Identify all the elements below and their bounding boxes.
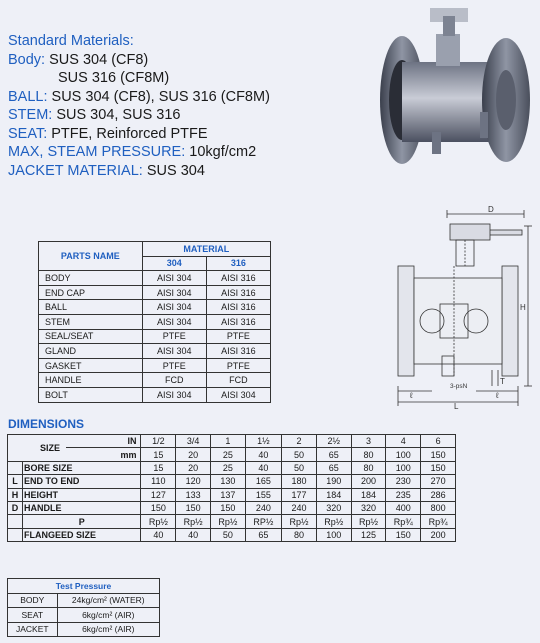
test-value: 24kg/cm² (WATER) <box>57 593 159 608</box>
col-316-header: 316 <box>206 256 270 271</box>
cell: 184 <box>316 488 351 501</box>
part-304: PTFE <box>142 358 206 373</box>
row-key: D <box>8 501 23 514</box>
cell: 65 <box>316 461 351 474</box>
material-header: MATERIAL <box>142 242 270 257</box>
size-in: 1 <box>211 435 246 448</box>
drawing-label-l-small-2: ℓ <box>496 391 499 400</box>
part-304: AISI 304 <box>142 314 206 329</box>
row-label: BORE SIZE <box>23 461 141 474</box>
cell: 230 <box>386 475 421 488</box>
cell: 25 <box>211 461 246 474</box>
row-label: FLANGEED SIZE <box>23 528 141 541</box>
size-label: SIZE <box>8 435 67 462</box>
drawing-label-h: H <box>520 303 526 312</box>
size-mm: 40 <box>245 448 281 461</box>
cell: 320 <box>316 501 351 514</box>
part-316: AISI 316 <box>206 314 270 329</box>
size-mm: 20 <box>176 448 211 461</box>
row-key: H <box>8 488 23 501</box>
part-name: GASKET <box>39 358 143 373</box>
cell: 165 <box>245 475 281 488</box>
cell: 40 <box>245 461 281 474</box>
size-in: 2 <box>282 435 317 448</box>
table-row <box>8 593 160 608</box>
test-pressure-table <box>7 578 160 637</box>
cell: 80 <box>351 461 386 474</box>
part-316: AISI 316 <box>206 285 270 300</box>
row-key <box>8 515 23 528</box>
table-row <box>8 515 456 528</box>
table-row <box>39 271 271 286</box>
table-row <box>8 528 456 541</box>
table-row <box>39 344 271 359</box>
cell: 155 <box>245 488 281 501</box>
row-key <box>8 461 23 474</box>
table-row <box>39 314 271 329</box>
cell: Rp¾ <box>386 515 421 528</box>
cell: 400 <box>386 501 421 514</box>
part-304: AISI 304 <box>142 300 206 315</box>
table-row <box>39 285 271 300</box>
part-304: PTFE <box>142 329 206 344</box>
test-value: 6kg/cm² (AIR) <box>57 622 159 637</box>
part-name: HANDLE <box>39 373 143 388</box>
test-item: BODY <box>8 593 58 608</box>
pressure-value: 10kgf/cm2 <box>189 144 257 160</box>
cell: 20 <box>176 461 211 474</box>
cell: Rp½ <box>141 515 176 528</box>
valve-photo <box>372 2 536 170</box>
part-304: AISI 304 <box>142 387 206 402</box>
row-label: HANDLE <box>23 501 141 514</box>
cell: 50 <box>211 528 246 541</box>
part-name: BALL <box>39 300 143 315</box>
pressure-label: MAX, STEAM PRESSURE: <box>8 144 186 160</box>
part-316: AISI 304 <box>206 387 270 402</box>
drawing-label-t: T <box>500 377 505 386</box>
cell: 120 <box>176 475 211 488</box>
cell: 320 <box>351 501 386 514</box>
stem-label: STEM: <box>8 107 53 123</box>
size-in: 2½ <box>316 435 351 448</box>
part-304: AISI 304 <box>142 344 206 359</box>
size-in: 3 <box>351 435 386 448</box>
stem-value: SUS 304, SUS 316 <box>56 107 181 123</box>
seat-label: SEAT: <box>8 125 48 142</box>
cell: 110 <box>141 475 176 488</box>
cell: 150 <box>421 461 456 474</box>
dimensions-table <box>7 434 456 542</box>
test-pressure-title: Test Pressure <box>8 579 160 594</box>
table-row <box>8 488 456 501</box>
standard-materials <box>8 32 270 180</box>
table-row <box>8 461 456 474</box>
parts-name-header: PARTS NAME <box>39 242 143 271</box>
size-in: 1/2 <box>141 435 176 448</box>
cell: 40 <box>176 528 211 541</box>
body-label: Body: <box>8 51 46 68</box>
ball-label: BALL: <box>8 88 48 105</box>
cell: 65 <box>245 528 281 541</box>
row-key <box>8 528 23 541</box>
size-mm: 25 <box>211 448 246 461</box>
test-item: JACKET <box>8 622 58 637</box>
part-316: AISI 316 <box>206 344 270 359</box>
ball-value: SUS 304 (CF8), SUS 316 (CF8M) <box>51 88 270 105</box>
parts-table <box>38 241 271 403</box>
seat-value: PTFE, Reinforced PTFE <box>51 125 208 142</box>
cell: 150 <box>386 528 421 541</box>
cell: 270 <box>421 475 456 488</box>
size-in: 1½ <box>245 435 281 448</box>
size-mm: 80 <box>351 448 386 461</box>
jacket-label: JACKET MATERIAL: <box>8 162 143 179</box>
unit-in: IN <box>66 435 141 448</box>
cell: 50 <box>282 461 317 474</box>
cell: 235 <box>386 488 421 501</box>
table-row <box>8 608 160 623</box>
cell: 240 <box>245 501 281 514</box>
drawing-label-psn: 3-psN <box>450 383 468 390</box>
valve-drawing <box>392 206 532 410</box>
col-304-header: 304 <box>142 256 206 271</box>
row-label: END TO END <box>23 475 141 488</box>
cell: RP½ <box>245 515 281 528</box>
part-name: BODY <box>39 271 143 286</box>
table-row <box>39 387 271 402</box>
cell: Rp½ <box>176 515 211 528</box>
materials-heading: Standard Materials: <box>8 33 134 49</box>
cell: 150 <box>141 501 176 514</box>
part-316: PTFE <box>206 329 270 344</box>
cell: Rp½ <box>316 515 351 528</box>
table-row <box>39 373 271 388</box>
table-row <box>8 501 456 514</box>
size-mm: 15 <box>141 448 176 461</box>
part-name: SEAL/SEAT <box>39 329 143 344</box>
cell: 40 <box>141 528 176 541</box>
row-key: L <box>8 475 23 488</box>
cell: Rp½ <box>211 515 246 528</box>
cell: 200 <box>351 475 386 488</box>
cell: 125 <box>351 528 386 541</box>
cell: 100 <box>316 528 351 541</box>
size-mm: 50 <box>282 448 317 461</box>
drawing-label-l: L <box>454 402 459 410</box>
size-in: 4 <box>386 435 421 448</box>
table-row <box>39 358 271 373</box>
cell: 130 <box>211 475 246 488</box>
part-name: END CAP <box>39 285 143 300</box>
body-value: SUS 304 (CF8) <box>49 51 149 68</box>
cell: 150 <box>176 501 211 514</box>
table-row <box>39 300 271 315</box>
cell: 15 <box>141 461 176 474</box>
jacket-value: SUS 304 <box>146 162 205 179</box>
part-304: AISI 304 <box>142 285 206 300</box>
cell: 200 <box>421 528 456 541</box>
test-value: 6kg/cm² (AIR) <box>57 608 159 623</box>
cell: 184 <box>351 488 386 501</box>
part-304: FCD <box>142 373 206 388</box>
part-304: AISI 304 <box>142 271 206 286</box>
cell: 133 <box>176 488 211 501</box>
table-row <box>8 622 160 637</box>
part-name: BOLT <box>39 387 143 402</box>
cell: 190 <box>316 475 351 488</box>
cell: 800 <box>421 501 456 514</box>
unit-mm: mm <box>66 448 141 461</box>
drawing-label-d: D <box>488 206 494 214</box>
part-316: PTFE <box>206 358 270 373</box>
body-value-2: SUS 316 (CF8M) <box>58 70 170 86</box>
row-label: HEIGHT <box>23 488 141 501</box>
cell: 127 <box>141 488 176 501</box>
cell: 177 <box>282 488 317 501</box>
part-316: FCD <box>206 373 270 388</box>
part-name: GLAND <box>39 344 143 359</box>
table-row <box>8 475 456 488</box>
cell: Rp½ <box>282 515 317 528</box>
part-316: AISI 316 <box>206 271 270 286</box>
row-label: P <box>23 515 141 528</box>
size-in: 3/4 <box>176 435 211 448</box>
drawing-label-l-small: ℓ <box>410 391 413 400</box>
dimensions-title: DIMENSIONS <box>8 417 85 431</box>
cell: 240 <box>282 501 317 514</box>
cell: 286 <box>421 488 456 501</box>
size-in: 6 <box>421 435 456 448</box>
part-316: AISI 316 <box>206 300 270 315</box>
size-mm: 65 <box>316 448 351 461</box>
cell: 150 <box>211 501 246 514</box>
cell: Rp¾ <box>421 515 456 528</box>
cell: 80 <box>282 528 317 541</box>
test-item: SEAT <box>8 608 58 623</box>
cell: 137 <box>211 488 246 501</box>
part-name: STEM <box>39 314 143 329</box>
size-mm: 150 <box>421 448 456 461</box>
cell: 180 <box>282 475 317 488</box>
size-mm: 100 <box>386 448 421 461</box>
table-row <box>39 329 271 344</box>
cell: Rp½ <box>351 515 386 528</box>
cell: 100 <box>386 461 421 474</box>
